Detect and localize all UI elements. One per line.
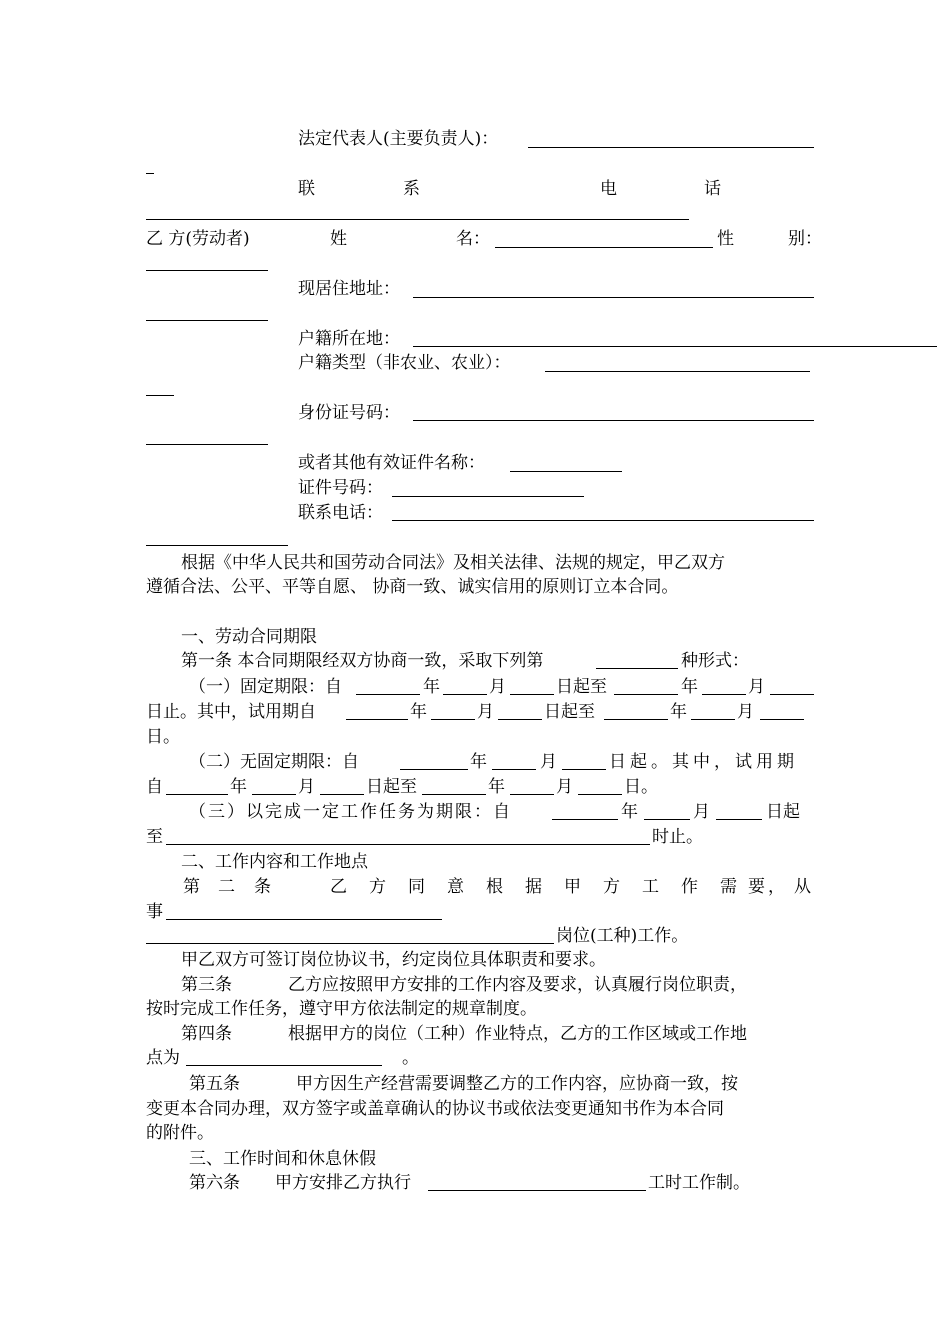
text: 日起至 bbox=[544, 702, 595, 722]
text: 日起 bbox=[766, 802, 800, 822]
address-blank bbox=[413, 297, 814, 298]
text: 月 bbox=[489, 677, 506, 697]
text: 月 bbox=[540, 752, 557, 772]
id-no-blank bbox=[392, 496, 584, 497]
text: 。 bbox=[402, 1048, 419, 1068]
blank bbox=[578, 794, 622, 795]
text: 月 bbox=[693, 802, 710, 822]
blank bbox=[166, 844, 650, 845]
text: 意 bbox=[447, 877, 464, 897]
position-blank-cont bbox=[146, 943, 554, 944]
work-location-blank bbox=[186, 1065, 382, 1066]
address-label: 现居住地址： bbox=[298, 279, 400, 299]
preamble-line-1: 根据《中华人民共和国劳动合同法》及相关法律、法规的规定，甲乙双方 bbox=[181, 553, 725, 573]
text: 岗位(工种)工作。 bbox=[556, 926, 689, 946]
article-6-label: 第六条 bbox=[189, 1173, 240, 1193]
work-hours-blank bbox=[428, 1190, 646, 1191]
text: 方 bbox=[603, 877, 620, 897]
blank bbox=[691, 719, 735, 720]
blank bbox=[422, 794, 486, 795]
id-no-label: 证件号码： bbox=[298, 478, 383, 498]
text: 从 bbox=[794, 877, 811, 897]
text: 变更本合同办理，双方签字或盖章确认的协议书或依法变更通知书作为本合同 bbox=[146, 1099, 724, 1119]
blank bbox=[702, 694, 746, 695]
gender-label-2: 别： bbox=[788, 229, 822, 249]
blank bbox=[492, 769, 536, 770]
contact-char-1: 联 bbox=[298, 179, 315, 199]
contact-phone-blank bbox=[146, 219, 689, 220]
text: 年 bbox=[621, 802, 638, 822]
preamble-line-2: 遵循合法、公平、平等自愿、 协商一致、诚实信用的原则订立本合同。 bbox=[146, 577, 679, 597]
address-blank-cont bbox=[146, 320, 268, 321]
text: 根 bbox=[486, 877, 503, 897]
contact-char-2: 系 bbox=[403, 179, 420, 199]
fixed-term-end: 日。 bbox=[146, 727, 180, 747]
text: 年 bbox=[488, 777, 505, 797]
section-2-title: 二、工作内容和工作地点 bbox=[181, 852, 368, 872]
text: 工 bbox=[642, 877, 659, 897]
id-number-label: 身份证号码： bbox=[298, 403, 400, 423]
text: 月 bbox=[556, 777, 573, 797]
hukou-type-blank-cont bbox=[146, 395, 174, 396]
text: 事 bbox=[146, 902, 163, 922]
text: 甲方因生产经营需要调整乙方的工作内容，应协商一致，按 bbox=[296, 1074, 738, 1094]
blank bbox=[510, 794, 554, 795]
text: 二 bbox=[218, 877, 235, 897]
text: 月 bbox=[298, 777, 315, 797]
article-1-text-end: 种形式： bbox=[681, 651, 749, 671]
text: 的附件。 bbox=[146, 1123, 214, 1143]
task-term-label: （三）以完成一定工作任务为期限：自 bbox=[189, 802, 512, 822]
blank bbox=[552, 819, 618, 820]
legal-rep-blank-cont bbox=[146, 173, 154, 174]
text: 年 bbox=[681, 677, 698, 697]
text: 甲方安排乙方执行 bbox=[275, 1173, 411, 1193]
text: ， bbox=[768, 877, 785, 897]
blank bbox=[346, 719, 408, 720]
blank bbox=[498, 719, 542, 720]
text: 年 bbox=[670, 702, 687, 722]
blank bbox=[443, 694, 487, 695]
probation-label: 日止。其中，试用期自 bbox=[146, 702, 316, 722]
text: 年 bbox=[470, 752, 487, 772]
hukou-type-blank bbox=[545, 371, 810, 372]
text: 乙 bbox=[330, 877, 347, 897]
blank bbox=[320, 794, 364, 795]
contact-char-4: 话 bbox=[704, 179, 721, 199]
text: 甲乙双方可签订岗位协议书，约定岗位具体职责和要求。 bbox=[181, 950, 606, 970]
other-id-name-label: 或者其他有效证件名称： bbox=[298, 453, 485, 473]
blank bbox=[431, 719, 475, 720]
text: 日起至 bbox=[366, 777, 417, 797]
text: 点为 bbox=[146, 1048, 180, 1068]
fixed-term-label: （一）固定期限：自 bbox=[189, 677, 342, 697]
id-number-blank-cont bbox=[146, 444, 268, 445]
gender-label-1: 性 bbox=[717, 229, 734, 249]
text: 年 bbox=[410, 702, 427, 722]
blank bbox=[510, 694, 554, 695]
hukou-location-label: 户籍所在地： bbox=[298, 329, 400, 349]
text: 时止。 bbox=[652, 827, 703, 847]
text: 按时完成工作任务，遵守甲方依法制定的规章制度。 bbox=[146, 999, 537, 1019]
text: 自 bbox=[146, 777, 163, 797]
blank bbox=[614, 694, 678, 695]
text: 月 bbox=[477, 702, 494, 722]
blank bbox=[716, 819, 762, 820]
blank bbox=[562, 769, 606, 770]
text: 日。 bbox=[624, 777, 658, 797]
text: 甲 bbox=[564, 877, 581, 897]
article-1-blank bbox=[596, 668, 678, 669]
text: 作 bbox=[681, 877, 698, 897]
blank bbox=[166, 794, 228, 795]
open-ended-label: （二）无固定期限：自 bbox=[189, 752, 359, 772]
text: 日起。其中，试用期 bbox=[609, 752, 798, 772]
text: 根据甲方的岗位（工种）作业特点，乙方的工作区域或工作地 bbox=[288, 1024, 747, 1044]
legal-rep-blank bbox=[528, 147, 814, 148]
text: 据 bbox=[525, 877, 542, 897]
blank bbox=[644, 819, 690, 820]
name-blank bbox=[495, 247, 713, 248]
position-blank bbox=[166, 919, 442, 920]
article-4-label: 第四条 bbox=[181, 1024, 232, 1044]
text: 年 bbox=[230, 777, 247, 797]
hukou-type-label: 户籍类型（非农业、农业）： bbox=[298, 353, 511, 373]
blank bbox=[760, 719, 804, 720]
text: 至 bbox=[146, 827, 163, 847]
text: 工时工作制。 bbox=[648, 1173, 750, 1193]
gender-blank bbox=[146, 270, 268, 271]
text: 日起至 bbox=[556, 677, 607, 697]
article-3-label: 第三条 bbox=[181, 975, 232, 995]
other-id-name-blank bbox=[510, 471, 622, 472]
id-number-blank bbox=[413, 420, 814, 421]
text: 要 bbox=[748, 877, 765, 897]
text: 月 bbox=[737, 702, 754, 722]
article-1-text: 第一条 本合同期限经双方协商一致，采取下列第 bbox=[181, 651, 544, 671]
text: 条 bbox=[254, 877, 271, 897]
text: 月 bbox=[748, 677, 765, 697]
blank bbox=[604, 719, 668, 720]
party-b-heading: 乙 方(劳动者) bbox=[146, 229, 250, 249]
hukou-location-blank bbox=[413, 346, 937, 347]
article-5-label: 第五条 bbox=[189, 1074, 240, 1094]
text: 需 bbox=[720, 877, 737, 897]
phone-blank-cont bbox=[146, 545, 288, 546]
section-3-title: 三、工作时间和休息休假 bbox=[189, 1149, 376, 1169]
contact-char-3: 电 bbox=[600, 179, 617, 199]
blank bbox=[356, 694, 420, 695]
phone-label: 联系电话： bbox=[298, 503, 383, 523]
text: 同 bbox=[408, 877, 425, 897]
blank bbox=[770, 694, 814, 695]
blank bbox=[400, 769, 468, 770]
section-1-title: 一、劳动合同期限 bbox=[181, 627, 317, 647]
text: 乙方应按照甲方安排的工作内容及要求，认真履行岗位职责， bbox=[288, 975, 747, 995]
blank bbox=[252, 794, 296, 795]
name-label-1: 姓 bbox=[330, 229, 347, 249]
text: 年 bbox=[423, 677, 440, 697]
text: 第 bbox=[183, 877, 200, 897]
name-label-2: 名： bbox=[456, 229, 490, 249]
phone-blank bbox=[392, 520, 814, 521]
text: 方 bbox=[369, 877, 386, 897]
legal-rep-label: 法定代表人(主要负责人)： bbox=[298, 129, 499, 149]
